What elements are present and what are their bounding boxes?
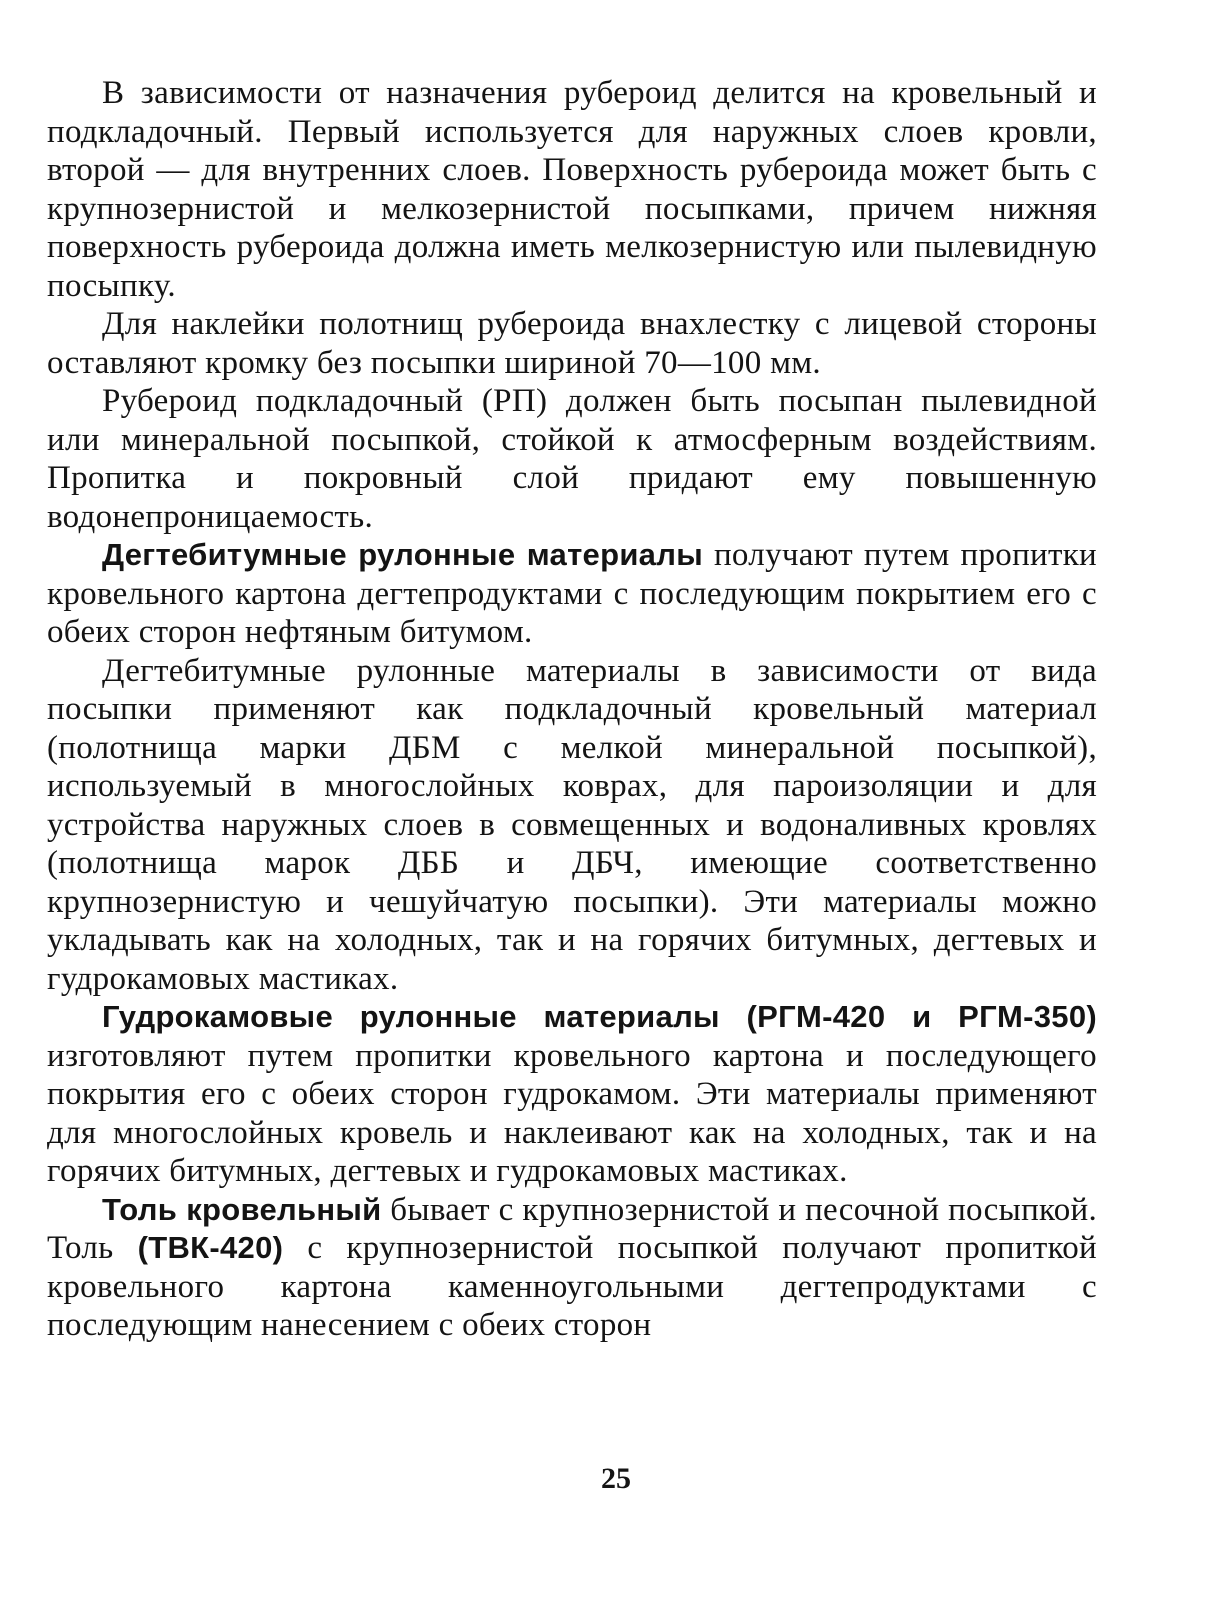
paragraph-heading: Дегтебитумные рулонные материалы [102,537,703,572]
paragraph-6 [47,998,1097,1191]
paragraph-3 [47,382,1097,536]
page-number: 25 [601,1462,631,1495]
paragraph-heading: Гудрокамовые рулонные материалы (РГМ-420 и РГМ-350) [102,999,1097,1034]
product-code: (ТВК-420) [137,1230,284,1265]
paragraph-text: Для наклейки полотнищ рубероида внахлестку с лицевой стороны оставляют кромку без посыпки шириной 70—100 мм. [47,306,1097,381]
paragraph-text: получают путем пропитки кровельного картона дегтепродуктами с последующим покрытием его с обеих сторон нефтяным битумом. [47,537,1097,650]
paragraph-heading: Толь кровельный [102,1191,382,1227]
paragraph-4 [47,536,1097,652]
paragraph-7 [47,1191,1097,1345]
paragraph-text: изготовляют путем пропитки кровельного картона и последующего покрытия его с обеих сторон гудрокамом. Эти материалы применяют для многослойных кровель и наклеивают как на холодных, так и на горячих битумных, дегтевых и гудрокамовых мастиках. [47,1037,1097,1189]
paragraph-text: В зависимости от назначения рубероид делится на кровельный и подкладочный. Первый используется для наружных слоев кровли, второй — для внутренних слоев. Поверхность рубероида может быть с крупнозернистой и мелкозернистой посыпками, причем нижняя поверхность рубероида должна иметь мелкозернистую или пылевидную посыпку. [47,75,1097,304]
page-body [47,74,1097,1345]
paragraph-text: бывает с крупнозернистой и песочной посыпкой. Толь [47,1191,1097,1266]
paragraph-text: с крупнозернистой посыпкой получают пропиткой кровельного картона каменноугольными дегтепродуктами с последующим нанесением с обеих сторон [47,1230,1097,1343]
paragraph-5 [47,652,1097,999]
paragraph-1 [47,74,1097,305]
paragraph-2 [47,305,1097,382]
paragraph-text: Рубероид подкладочный (РП) должен быть посыпан пылевидной или минеральной посыпкой, стойкой к атмосферным воздействиям. Пропитка и покровный слой придают ему повышенную водонепроницаемость. [47,383,1097,535]
paragraph-text: Дегтебитумные рулонные материалы в зависимости от вида посыпки применяют как подкладочный кровельный материал (полотнища марки ДБМ с мелкой минеральной посыпкой), используемый в многослойных коврах, для пароизоляции и для устройства наружных слоев в совмещенных и водоналивных кровлях (полотнища марок ДББ и ДБЧ, имеющие соответственно крупнозернистую и чешуйчатую посыпки). Эти материалы можно укладывать как на холодных, так и на горячих битумных, дегтевых и гудрокамовых мастиках. [47,652,1097,997]
